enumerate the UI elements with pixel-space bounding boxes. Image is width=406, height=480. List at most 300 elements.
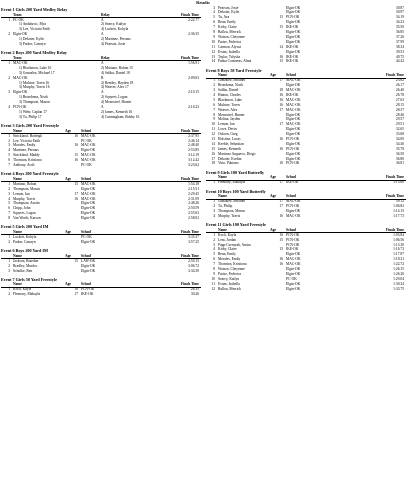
school: Elgin-OK <box>286 132 301 137</box>
age: 17 <box>74 191 78 196</box>
swimmer-name: Morales, Emily <box>13 143 36 148</box>
school: IKE-OK <box>286 180 299 185</box>
place: 1 <box>8 234 10 239</box>
swimmer-name: Schulke, Ben <box>13 268 33 273</box>
school: PCN-OK <box>286 136 300 141</box>
place: 2 <box>8 138 10 143</box>
finals-time: 1:26.15 <box>393 267 404 271</box>
place: 6 <box>8 158 10 163</box>
page-title: Results <box>196 0 210 5</box>
finals-time: 1:17.73 <box>393 213 404 218</box>
age: 16 <box>279 54 283 59</box>
header-school: School <box>81 128 92 133</box>
place: 5 <box>213 97 215 102</box>
table-row <box>206 214 406 219</box>
school: MAC-OK <box>286 122 301 127</box>
finals-time: 2:48.26 <box>188 201 199 206</box>
swimmer-name: Lemon, Ian <box>218 122 235 127</box>
place: 4 <box>213 213 215 218</box>
age: 15 <box>74 181 78 186</box>
finals-time: 1:18.21 <box>393 257 404 262</box>
event-title: Event 9 Girls 100 Yard Butterfly <box>206 169 265 175</box>
age: 16 <box>74 287 78 292</box>
finals-time: 2:29.45 <box>188 191 199 196</box>
school: MAC-OK <box>81 196 96 201</box>
swimmer-name: Blackmon, Luke <box>218 97 242 102</box>
school: MAC-OK <box>81 143 96 148</box>
relay-letter: B <box>101 75 104 80</box>
school: MAC-OK <box>81 133 96 138</box>
relay-swimmer: 1) Blackmon, Luke 16 <box>19 65 52 70</box>
place: 7 <box>8 162 10 167</box>
relay-swimmer: 1) Dekoter, Kylie <box>19 37 45 42</box>
finals-time: 2:46.14 <box>188 138 199 143</box>
swimmer-name: Bradley, Murdoc <box>13 263 38 268</box>
relay-swimmer: 3) Gonzalez, Michael 17 <box>19 70 55 75</box>
place: 6 <box>213 257 215 262</box>
swimmer-name: Parise, Federica <box>218 271 241 276</box>
age: 16 <box>279 262 283 267</box>
finals-time: 33.68 <box>395 132 404 137</box>
school: LAW-OK <box>81 258 96 263</box>
place: 1 <box>213 199 215 204</box>
finals-time: 3:23.62 <box>188 162 199 167</box>
swimmer-name: Padua Contreras, Alma <box>218 59 252 64</box>
school: PCN-OK <box>286 146 300 151</box>
swimmer-name: Squyres, Logan <box>13 211 36 216</box>
header-finals-time: Finals Time <box>180 282 199 287</box>
swimmer-name: Thompson, Mason <box>218 208 245 213</box>
finals-time: 1:56.91 <box>188 60 199 65</box>
relay-swimmer: 3) Tu, Philip 17 <box>19 114 42 119</box>
relay-swimmer: 3) Lee, Victoria Faith <box>19 27 50 32</box>
swimmer-name: Kirby, Claire <box>218 25 237 30</box>
finals-time: 1:06.82 <box>393 204 404 209</box>
header-finals-time: Finals Time <box>180 176 199 181</box>
age: 16 <box>279 136 283 141</box>
header-name: Name <box>13 229 22 234</box>
place: 5 <box>213 252 215 257</box>
swimmer-name: Thornton, Kristiona <box>218 262 247 267</box>
finals-time: 29.57 <box>395 117 404 122</box>
school: Elgin-OK <box>286 20 301 25</box>
finals-time: 1:13.30 <box>393 242 404 247</box>
age: 16 <box>279 213 283 218</box>
place: 2 <box>8 263 10 268</box>
finals-time: 26.40 <box>395 88 404 93</box>
age: 17 <box>279 204 283 209</box>
finals-time: 2:16.23 <box>188 104 199 109</box>
relay-swimmer: 4) Saliba, Daniel 18 <box>101 70 130 75</box>
place: 7 <box>213 25 215 30</box>
place: 16 <box>211 151 215 156</box>
age: 18 <box>279 88 283 93</box>
age: 17 <box>279 199 283 204</box>
swimmer-name: Taylor, Talysha <box>218 54 241 59</box>
header-finals-time: Finals Time <box>385 73 404 78</box>
place: 5 <box>8 153 10 158</box>
swimmer-name: Mariano, Rohan <box>13 181 37 186</box>
relay-swimmer: 2) Martinez, Persaus <box>101 37 131 42</box>
header-school: School <box>81 253 92 258</box>
place: 12 <box>211 286 215 291</box>
school: Elgin-OK <box>81 211 96 216</box>
swimmer-name: Searcy, Katlyn <box>218 276 240 281</box>
swimmer-name: Jackson, Braedon <box>13 258 39 263</box>
swimmer-name: Holstine, Lucas <box>218 136 241 141</box>
school: PCN-OK <box>286 237 300 242</box>
finals-time: 1:26.20 <box>393 271 404 276</box>
place: 1 <box>213 232 215 237</box>
school: IKE-OK <box>286 44 299 49</box>
school: Elgin-OK <box>286 83 301 88</box>
event-block <box>206 6 406 65</box>
school: Elgin-OK <box>286 156 301 161</box>
swimmer-name: Carmon, Alyssa <box>218 44 241 49</box>
place: 6 <box>213 20 215 25</box>
school: Elgin-OK <box>81 268 96 273</box>
school: MAC-OK <box>286 102 301 107</box>
school: Elgin-OK <box>286 141 301 146</box>
header-finals-time: Finals Time <box>385 227 404 232</box>
finals-time: 1:33.75 <box>393 286 404 291</box>
school: MAC-OK <box>286 78 301 83</box>
place: 9 <box>213 271 215 276</box>
school: IKE-OK <box>286 25 299 30</box>
place: 17 <box>211 156 215 161</box>
finals-time: 2:22.77 <box>188 17 199 22</box>
table-row <box>206 287 406 292</box>
school: Elgin-OK <box>286 49 301 54</box>
header-name: Name <box>13 282 22 287</box>
place: 1 <box>213 78 215 83</box>
relay-letter: A <box>101 60 104 65</box>
swimmer-name: Lowe, Devin <box>218 127 237 132</box>
age: 17 <box>279 107 283 112</box>
age: 16 <box>74 196 78 201</box>
school: Elgin-OK <box>286 117 301 122</box>
age: 16 <box>279 146 283 151</box>
age: 17 <box>74 292 78 297</box>
place: 8 <box>213 30 215 35</box>
finals-time: 2:15.51 <box>188 186 199 191</box>
school: PCN-OK <box>81 287 95 292</box>
finals-time: 36.50 <box>395 151 404 156</box>
swimmer-name: Dekoter, Korbin <box>218 156 242 161</box>
place: 3 <box>8 191 10 196</box>
finals-time: 1:17.87 <box>393 252 404 257</box>
relay-swimmer: 1) Mulrine, Toren 16 <box>19 80 50 85</box>
place: 2 <box>213 237 215 242</box>
header-team: Team <box>13 55 22 60</box>
header-age: Age <box>65 176 71 181</box>
school: Elgin-OK <box>286 112 301 117</box>
school: Elgin-OK <box>286 34 301 39</box>
header-name: Name <box>13 128 22 133</box>
finals-time: 2:50.15 <box>188 258 199 263</box>
header-finals-time: Finals Time <box>180 128 199 133</box>
place: 2 <box>213 204 215 209</box>
header-relay: Relay <box>101 12 110 17</box>
finals-time: 2:09.63 <box>188 75 199 80</box>
header-finals-time: Finals Time <box>385 194 404 199</box>
finals-time: 44.42 <box>395 59 404 64</box>
swimmer-name: Luckett, Kohyla <box>13 234 37 239</box>
finals-time: 2:36.35 <box>188 32 199 37</box>
event-title: Event 10 Boys 100 Yard Butterfly <box>206 188 266 194</box>
place: 4 <box>8 148 10 153</box>
place: 10 <box>211 122 215 127</box>
header-school: School <box>81 229 92 234</box>
place: 4 <box>213 10 215 15</box>
header-school: School <box>81 282 92 287</box>
place: 1 <box>8 287 10 292</box>
place: 2 <box>8 292 10 297</box>
relay-swimmer: 2) Mariano, Rohan 15 <box>101 65 133 70</box>
place: 15 <box>211 146 215 151</box>
swimmer-name: Morales, Emily <box>218 257 241 262</box>
swimmer-name: Bean, Emily <box>218 20 236 25</box>
school: IKE-OK <box>286 92 299 97</box>
finals-time: 37.26 <box>395 34 404 39</box>
place: 6 <box>8 206 10 211</box>
swimmer-name: Gonzalez, Michael <box>218 78 246 83</box>
swimmer-name: Thornton, Kristiona <box>13 158 42 163</box>
relay-swimmer: 4) Monostrel, Hunter <box>101 100 132 105</box>
school: PC-OK <box>286 276 297 281</box>
swimmer-name: Pearson, Josie <box>218 5 239 10</box>
place: 9 <box>213 34 215 39</box>
school: Elgin-OK <box>81 148 96 153</box>
header-age: Age <box>65 253 71 258</box>
finals-time: 38.34 <box>395 44 404 49</box>
relay-letter: A <box>101 90 104 95</box>
place: 11 <box>211 281 215 286</box>
school: Elgin-OK <box>286 10 301 15</box>
swimmer-name: Martinez Anguevo, Diego <box>218 151 256 156</box>
school: MAC-OK <box>81 153 96 158</box>
relay-swimmer: 2) James, Kenneth 16 <box>101 109 133 114</box>
age: 15 <box>279 237 283 242</box>
finals-time: 2:53.85 <box>188 148 199 153</box>
school: Elgin-OK <box>81 239 96 244</box>
age: 16 <box>279 92 283 97</box>
header-team: Team <box>13 12 22 17</box>
school: MAC-OK <box>81 158 96 163</box>
swimmer-name: Koch, Kayla <box>13 287 32 292</box>
age: 16 <box>279 257 283 262</box>
finals-time: 1:16.73 <box>393 247 404 252</box>
finals-time: 1:30.34 <box>393 281 404 286</box>
school: Elgin-OK <box>286 39 301 44</box>
school: Elgin-OK <box>286 5 301 10</box>
table-row <box>206 60 406 65</box>
finals-time: 34.40 <box>395 141 404 146</box>
age: 16 <box>279 232 283 237</box>
finals-time: 1:29.04 <box>393 276 404 281</box>
swimmer-name: Thompson, Austin <box>13 201 40 206</box>
place: 3 <box>8 90 10 95</box>
school: PCN-OK <box>286 204 300 209</box>
school: Elgin-OK <box>81 206 96 211</box>
school: PCN-OK <box>286 15 300 20</box>
finals-time: 1:06.56 <box>393 237 404 242</box>
swimmer-name: Lent, Jordan <box>218 237 236 242</box>
age: 16 <box>279 102 283 107</box>
finals-time: 1:22.72 <box>393 262 404 267</box>
relay-swimmer: 4) Luckett, Kohyla <box>101 27 129 32</box>
finals-time: 3:57.25 <box>188 239 199 244</box>
place: 12 <box>211 49 215 54</box>
place: 1 <box>213 180 215 185</box>
swimmer-name: Ballou, Merrick <box>218 286 241 291</box>
swimmer-name: Vitto, Pabiano <box>218 161 239 166</box>
age: 16 <box>74 158 78 163</box>
school: Elgin-OK <box>286 281 301 286</box>
swimmer-name: Ballou, Merrick <box>218 30 241 35</box>
finals-time: 3:35.37 <box>188 234 199 239</box>
age: 16 <box>279 97 283 102</box>
swimmer-name: Lemon, Ian <box>13 191 30 196</box>
swimmer-name: Molina, Jayden <box>218 117 241 122</box>
event-block <box>206 188 406 220</box>
relay-letter: A <box>101 17 104 22</box>
place: 2 <box>8 186 10 191</box>
table-row <box>1 163 201 168</box>
school: Elgin-OK <box>286 271 301 276</box>
school: Elgin-OK <box>286 286 301 291</box>
place: 2 <box>8 32 10 37</box>
place: 10 <box>211 39 215 44</box>
finals-time: 27.63 <box>395 97 404 102</box>
event-title: Event 7 Girls 50 Yard Freestyle <box>1 276 57 282</box>
finals-time: 37.99 <box>395 39 404 44</box>
school: PCN-OK <box>286 161 300 166</box>
school: PC-OK <box>81 162 92 167</box>
school: MAC-OK <box>286 213 301 218</box>
table-row <box>1 217 201 222</box>
finals-time: 28.15 <box>395 102 404 107</box>
place: 8 <box>213 112 215 117</box>
place: 4 <box>8 196 10 201</box>
school: PC-OK <box>81 138 92 143</box>
school: MAC-OK <box>286 199 301 204</box>
school: MAC-OK <box>286 97 301 102</box>
swimmer-name: Evans, Isabella <box>218 281 240 286</box>
header-name: Name <box>13 176 22 181</box>
header-name: Name <box>13 253 22 258</box>
event-title: Event 1 Girls 200 Yard Medley Relay <box>1 7 68 12</box>
finals-time: 2:37.95 <box>188 133 199 138</box>
place: 5 <box>8 201 10 206</box>
place: 14 <box>211 141 215 146</box>
table-row <box>206 181 406 186</box>
age: 16 <box>74 133 78 138</box>
header-age: Age <box>65 282 71 287</box>
swimmer-name: Gonzalez, Michael <box>218 199 246 204</box>
finals-time: 30.87 <box>395 5 404 10</box>
place: 5 <box>213 15 215 20</box>
team: PC-OK <box>13 17 24 22</box>
place: 8 <box>8 216 10 221</box>
finals-time: 29.51 <box>395 122 404 127</box>
finals-time: 1:15.00 <box>393 180 404 185</box>
place: 1 <box>8 60 10 65</box>
place: 2 <box>8 239 10 244</box>
school: Elgin-OK <box>81 201 96 206</box>
age: 15 <box>74 258 78 263</box>
swimmer-name: Dekoter, Kylie <box>218 10 240 15</box>
finals-time: 32.65 <box>395 127 404 132</box>
swimmer-name: Chipp, John <box>13 206 31 211</box>
school: PC-OK <box>81 234 92 239</box>
event-title: Event 4 Boys 200 Yard Freestyle <box>1 171 59 177</box>
swimmer-name: Tu, Philip <box>218 204 233 209</box>
header-name: Name <box>218 227 227 232</box>
finals-time: 3:06.72 <box>188 263 199 268</box>
place: 10 <box>211 276 215 281</box>
finals-time: 2:50.59 <box>188 206 199 211</box>
place: 3 <box>213 208 215 213</box>
age: 15 <box>279 247 283 252</box>
team: Elgin-OK <box>13 32 28 37</box>
place: 12 <box>211 132 215 137</box>
finals-time: 34.23 <box>395 20 404 25</box>
swimmer-name: Saliba, Daniel <box>218 88 239 93</box>
swimmer-name: Osborn, Greg <box>218 132 238 137</box>
header-finals-time: Finals Time <box>180 229 199 234</box>
school: Elgin-OK <box>286 127 301 132</box>
finals-time: 39.53 <box>395 49 404 54</box>
finals-time: 36.85 <box>395 30 404 35</box>
school: IKE-OK <box>81 292 94 297</box>
header-school: School <box>286 73 297 78</box>
relay-letter: A <box>101 104 104 109</box>
place: 11 <box>211 127 215 132</box>
event-title: Event 6 Boys 200 Yard IM <box>1 248 48 254</box>
place: 3 <box>8 268 10 273</box>
swimmer-name: Brondoma, Noah <box>218 83 243 88</box>
event-block <box>1 49 201 120</box>
school: Elgin-OK <box>286 30 301 35</box>
place: 13 <box>211 136 215 141</box>
swimmer-name: Tu, Ava <box>218 15 230 20</box>
place: 4 <box>213 247 215 252</box>
finals-time: 2:10.15 <box>188 90 199 95</box>
school: Elgin-OK <box>286 208 301 213</box>
event-title: Event 2 Boys 200 Yard Medley Relay <box>1 50 67 56</box>
finals-time: 26.78 <box>395 92 404 97</box>
age: 17 <box>279 180 283 185</box>
place: 9 <box>213 117 215 122</box>
event-block <box>1 276 201 298</box>
finals-time: 34.19 <box>395 15 404 20</box>
header-school: School <box>286 194 297 199</box>
finals-time: 3:12.42 <box>188 158 199 163</box>
finals-time: 28.35 <box>190 287 199 292</box>
header-finals-time: Finals Time <box>180 253 199 258</box>
header-age: Age <box>270 227 276 232</box>
event-block <box>1 122 201 168</box>
finals-time: 1:14.15 <box>393 208 404 213</box>
relay-swimmer: 4) Pearson, Josie <box>101 42 126 47</box>
place: 11 <box>211 44 215 49</box>
relay-swimmer: 3) Parker, Camryn <box>19 42 46 47</box>
finals-time: 23.62 <box>395 78 404 83</box>
place: 3 <box>8 143 10 148</box>
place: 14 <box>211 59 215 64</box>
age: 16 <box>74 143 78 148</box>
